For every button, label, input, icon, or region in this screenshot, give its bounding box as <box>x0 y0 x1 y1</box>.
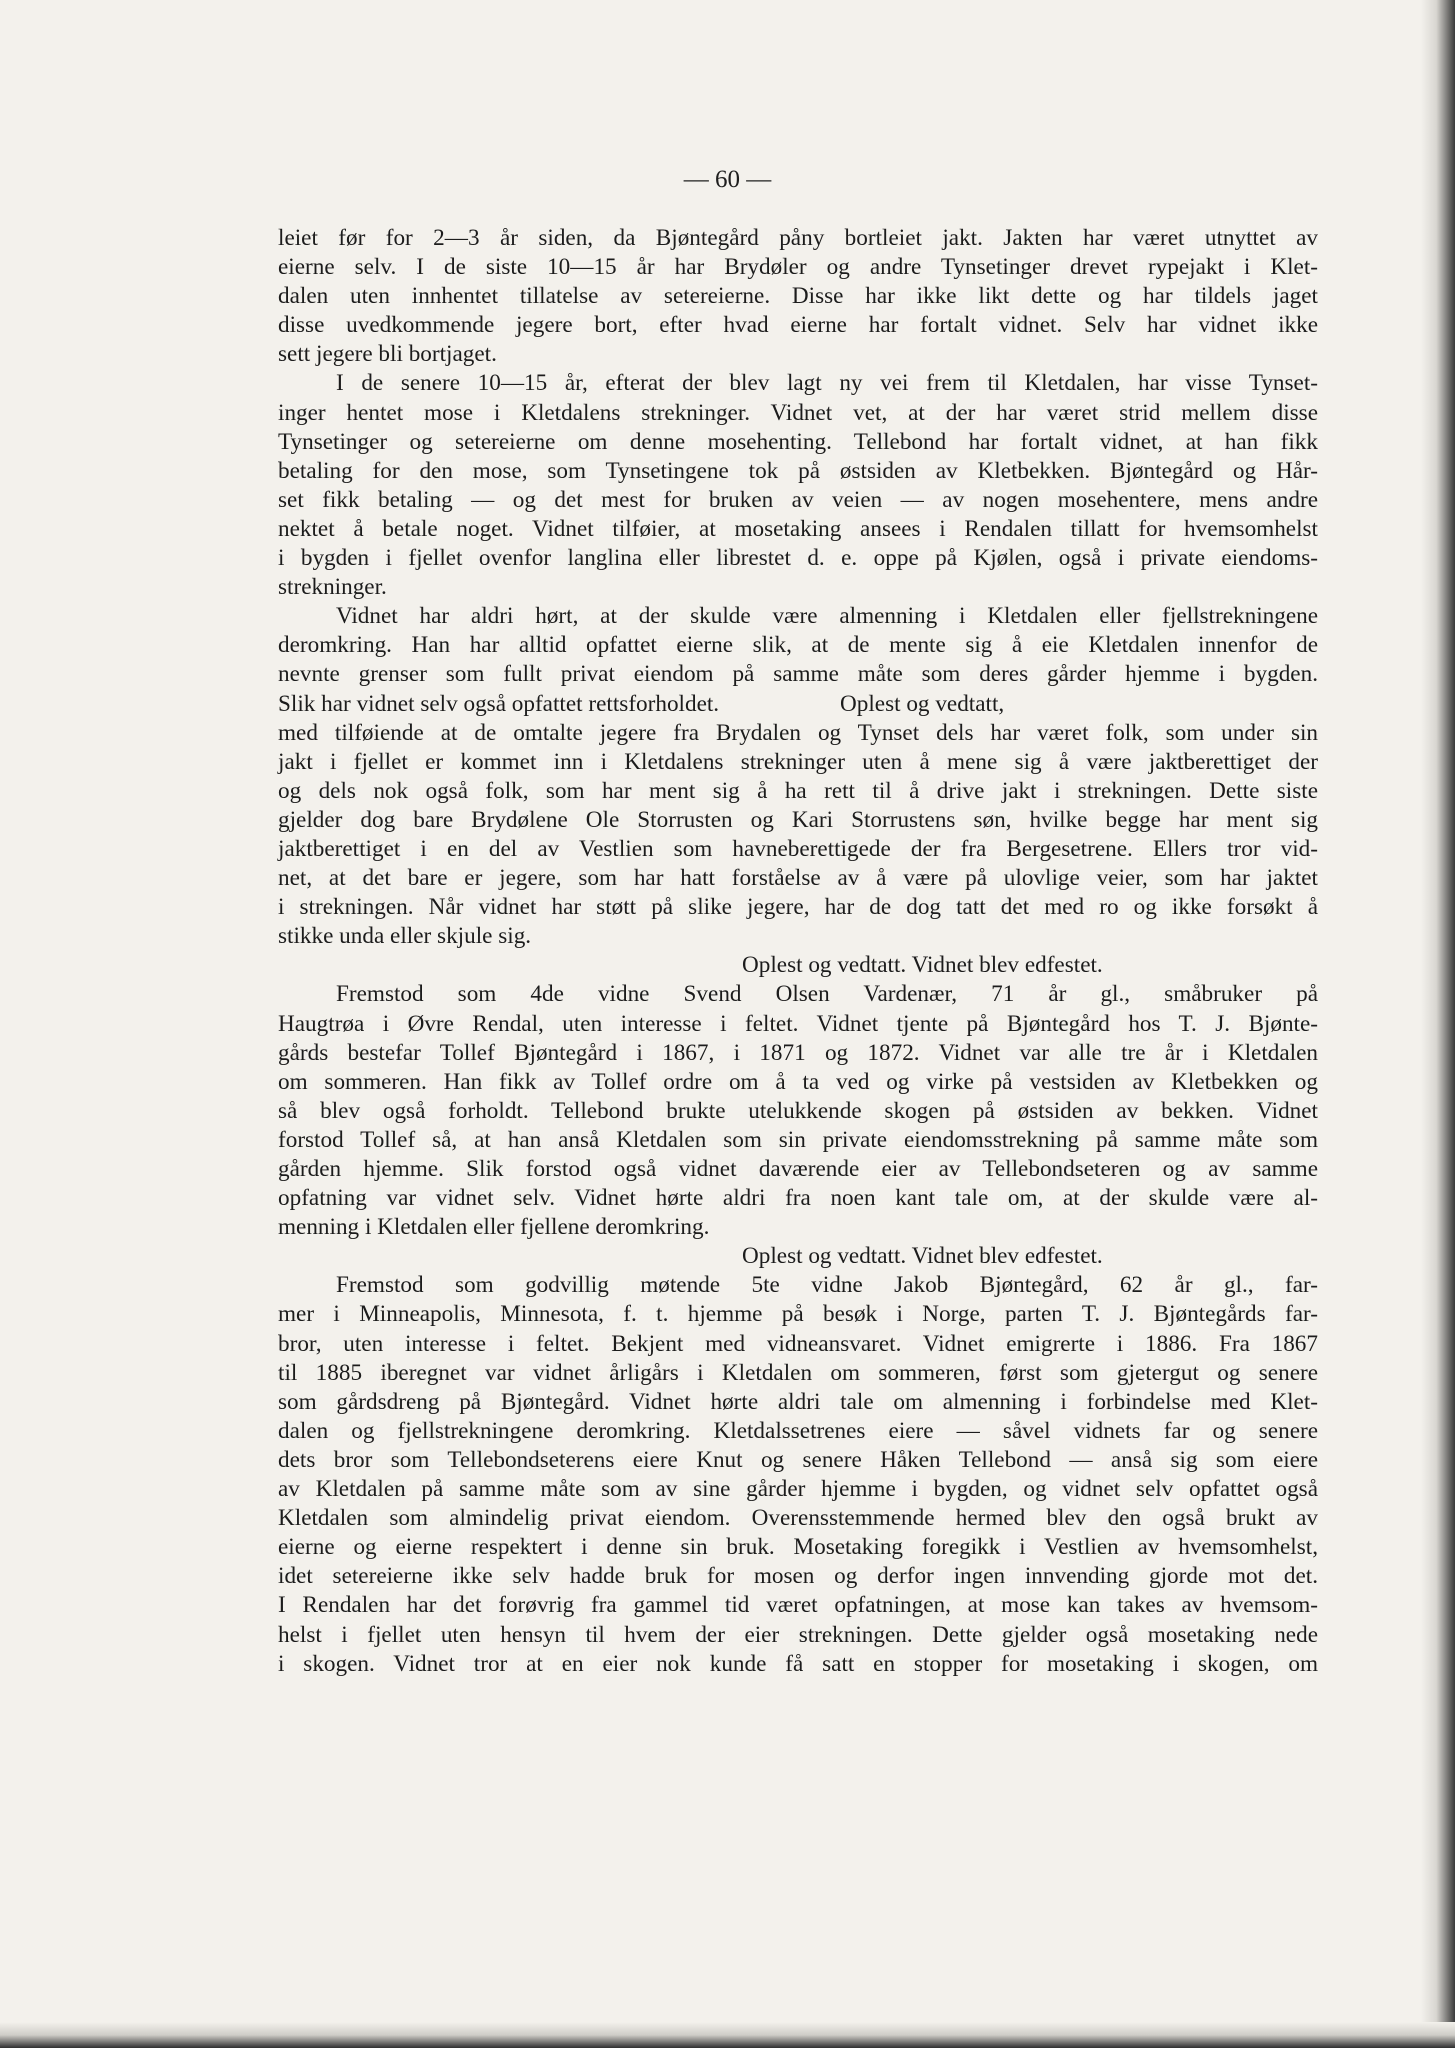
text-line: sett jegere bli bortjaget. <box>278 341 497 368</box>
text-line: nevnte grenser som fullt privat eiendom på samme måte som deres gårder hjemme i bygden. <box>278 661 1318 688</box>
text-line: Fremstod som godvillig møtende 5te vidne Jakob Bjøntegård, 62 år gl., far- <box>336 1272 1318 1299</box>
text-line: dalen uten innhentet tillatelse av setereierne. Disse har ikke likt dette og har tildels jaget <box>278 283 1318 310</box>
text-line <box>278 690 1318 719</box>
text-line: Fremstod som 4de vidne Svend Olsen Vardenær, 71 år gl., småbruker på <box>336 981 1318 1008</box>
text-line: I Rendalen har det forøvrig fra gammel tid været opfatningen, at mose kan takes av hvemsom- <box>278 1592 1318 1619</box>
text-line: set fikk betaling — og det mest for bruken av veien — av nogen mosehentere, mens andre <box>278 486 1318 513</box>
text-line: eierne selv. I de siste 10—15 år har Brydøler og andre Tynsetinger drevet rypejakt i Klet- <box>278 254 1318 281</box>
text-line: Kletdalen som almindelig privat eiendom. Overensstemmende hermed blev den også brukt av <box>278 1505 1318 1532</box>
text-line: jakt i fjellet er kommet inn i Kletdalens strekninger uten å mene sig å være jaktberettiget der <box>278 748 1318 775</box>
text-line: Haugtrøa i Øvre Rendal, uten interesse i feltet. Vidnet tjente på Bjøntegård hos T. J. Bjønte- <box>278 1010 1318 1037</box>
text-line: og dels nok også folk, som har ment sig å ha rett til å drive jakt i strekningen. Dette siste <box>278 777 1318 804</box>
text-line: betaling for den mose, som Tynsetingene tok på østsiden av Kletbekken. Bjøntegård og Hår- <box>278 457 1318 484</box>
text-line: gjelder dog bare Brydølene Ole Storrusten og Kari Storrustens søn, hvilke begge har ment sig <box>278 806 1318 833</box>
body-text <box>278 224 1318 1679</box>
text-line: av Kletdalen på samme måte som av sine gårder hjemme i bygden, og vidnet selv opfattet også <box>278 1476 1318 1503</box>
text-line: eierne og eierne respektert i denne sin bruk. Mosetaking foregikk i Vestlien av hvemsomhelst, <box>278 1534 1318 1561</box>
text-line-right: Oplest og vedtatt, <box>840 690 1005 717</box>
text-line: Oplest og vedtatt. Vidnet blev edfestet. <box>742 952 1103 979</box>
text-line: helst i fjellet uten hensyn til hvem der eier strekningen. Dette gjelder også mosetaking nede <box>278 1621 1318 1648</box>
text-line: inger hentet mose i Kletdalens strekninger. Vidnet vet, at der har været strid mellem disse <box>278 399 1318 426</box>
text-line: dets bror som Tellebondseterens eiere Knut og senere Håken Tellebond — anså sig som eiere <box>278 1446 1318 1473</box>
text-line: gården hjemme. Slik forstod også vidnet daværende eier av Tellebondseteren og av samme <box>278 1156 1318 1182</box>
text-line: I de senere 10—15 år, efterat der blev lagt ny vei frem til Kletdalen, har visse Tynset- <box>336 370 1318 397</box>
text-line: forstod Tollef så, at han anså Kletdalen som sin private eiendomsstrekning på samme måte som <box>278 1126 1318 1153</box>
text-line: gårds bestefar Tollef Bjøntegård i 1867, i 1871 og 1872. Vidnet var alle tre år i Kletdalen <box>278 1039 1318 1066</box>
text-line: strekninger. <box>278 574 387 601</box>
text-line: nektet å betale noget. Vidnet tilføier, at mosetaking ansees i Rendalen tillatt for hvemsomhelst <box>278 515 1318 542</box>
text-line: mer i Minneapolis, Minnesota, f. t. hjemme på besøk i Norge, parten T. J. Bjøntegårds far- <box>278 1301 1318 1328</box>
text-line: idet setereierne ikke selv hadde bruk for mosen og derfor ingen innvending gjorde mot det. <box>278 1563 1318 1590</box>
text-line: Vidnet har aldri hørt, at der skulde være almenning i Kletdalen eller fjellstrekningene <box>336 603 1318 630</box>
text-line: til 1885 iberegnet var vidnet årligårs i Kletdalen om sommeren, først som gjetergut og senere <box>278 1359 1318 1386</box>
text-line: med tilføiende at de omtalte jegere fra Brydalen og Tynset dels har været folk, som under sin <box>278 719 1318 746</box>
scan-edge-bottom <box>0 2022 1455 2048</box>
text-line: disse uvedkommende jegere bort, efter hvad eierne har fortalt vidnet. Selv har vidnet ikke <box>278 312 1318 339</box>
text-line: deromkring. Han har alltid opfattet eierne slik, at de mente sig å eie Kletdalen innenfor de <box>278 632 1318 659</box>
text-line: i strekningen. Når vidnet har støtt på slike jegere, har de dog tatt det med ro og ikke forsøkt å <box>278 894 1318 921</box>
text-line: om sommeren. Han fikk av Tollef ordre om å ta ved og virke på vestsiden av Kletbekken og <box>278 1068 1318 1095</box>
text-line: som gårdsdreng på Bjøntegård. Vidnet hørte aldri tale om almenning i forbindelse med Klet- <box>278 1388 1318 1415</box>
text-line: stikke unda eller skjule sig. <box>278 923 532 950</box>
scan-edge-right <box>1421 0 1455 2048</box>
text-line: jaktberettiget i en del av Vestlien som havneberettigede der fra Bergesetrene. Ellers tror vid- <box>278 835 1318 862</box>
text-line: net, at det bare er jegere, som har hatt forståelse av å være på ulovlige veier, som har jaktet <box>278 865 1318 892</box>
text-line: Oplest og vedtatt. Vidnet blev edfestet. <box>742 1243 1103 1270</box>
page-number: — 60 — <box>683 166 772 193</box>
text-line: opfatning var vidnet selv. Vidnet hørte aldri fra noen kant tale om, at der skulde være al- <box>278 1185 1318 1212</box>
text-line: så blev også forholdt. Tellebond brukte utelukkende skogen på østsiden av bekken. Vidnet <box>278 1097 1318 1124</box>
text-line: Tynsetinger og setereierne om denne mosehenting. Tellebond har fortalt vidnet, at han fikk <box>278 428 1318 455</box>
text-line: i skogen. Vidnet tror at en eier nok kunde få satt en stopper for mosetaking i skogen, om <box>278 1650 1318 1677</box>
text-line: bror, uten interesse i feltet. Bekjent med vidneansvaret. Vidnet emigrerte i 1886. Fra 1867 <box>278 1330 1318 1357</box>
text-line: leiet før for 2—3 år siden, da Bjøntegård påny bortleiet jakt. Jakten har været utnyttet av <box>278 225 1318 251</box>
text-line-left: Slik har vidnet selv også opfattet rettsforholdet. <box>278 690 720 717</box>
text-line: i bygden i fjellet ovenfor langlina eller librestet d. e. oppe på Kjølen, også i private eiendoms- <box>278 545 1318 572</box>
text-line: dalen og fjellstrekningene deromkring. Kletdalssetrenes eiere — såvel vidnets far og senere <box>278 1417 1318 1444</box>
text-line: menning i Kletdalen eller fjellene deromkring. <box>278 1214 710 1241</box>
